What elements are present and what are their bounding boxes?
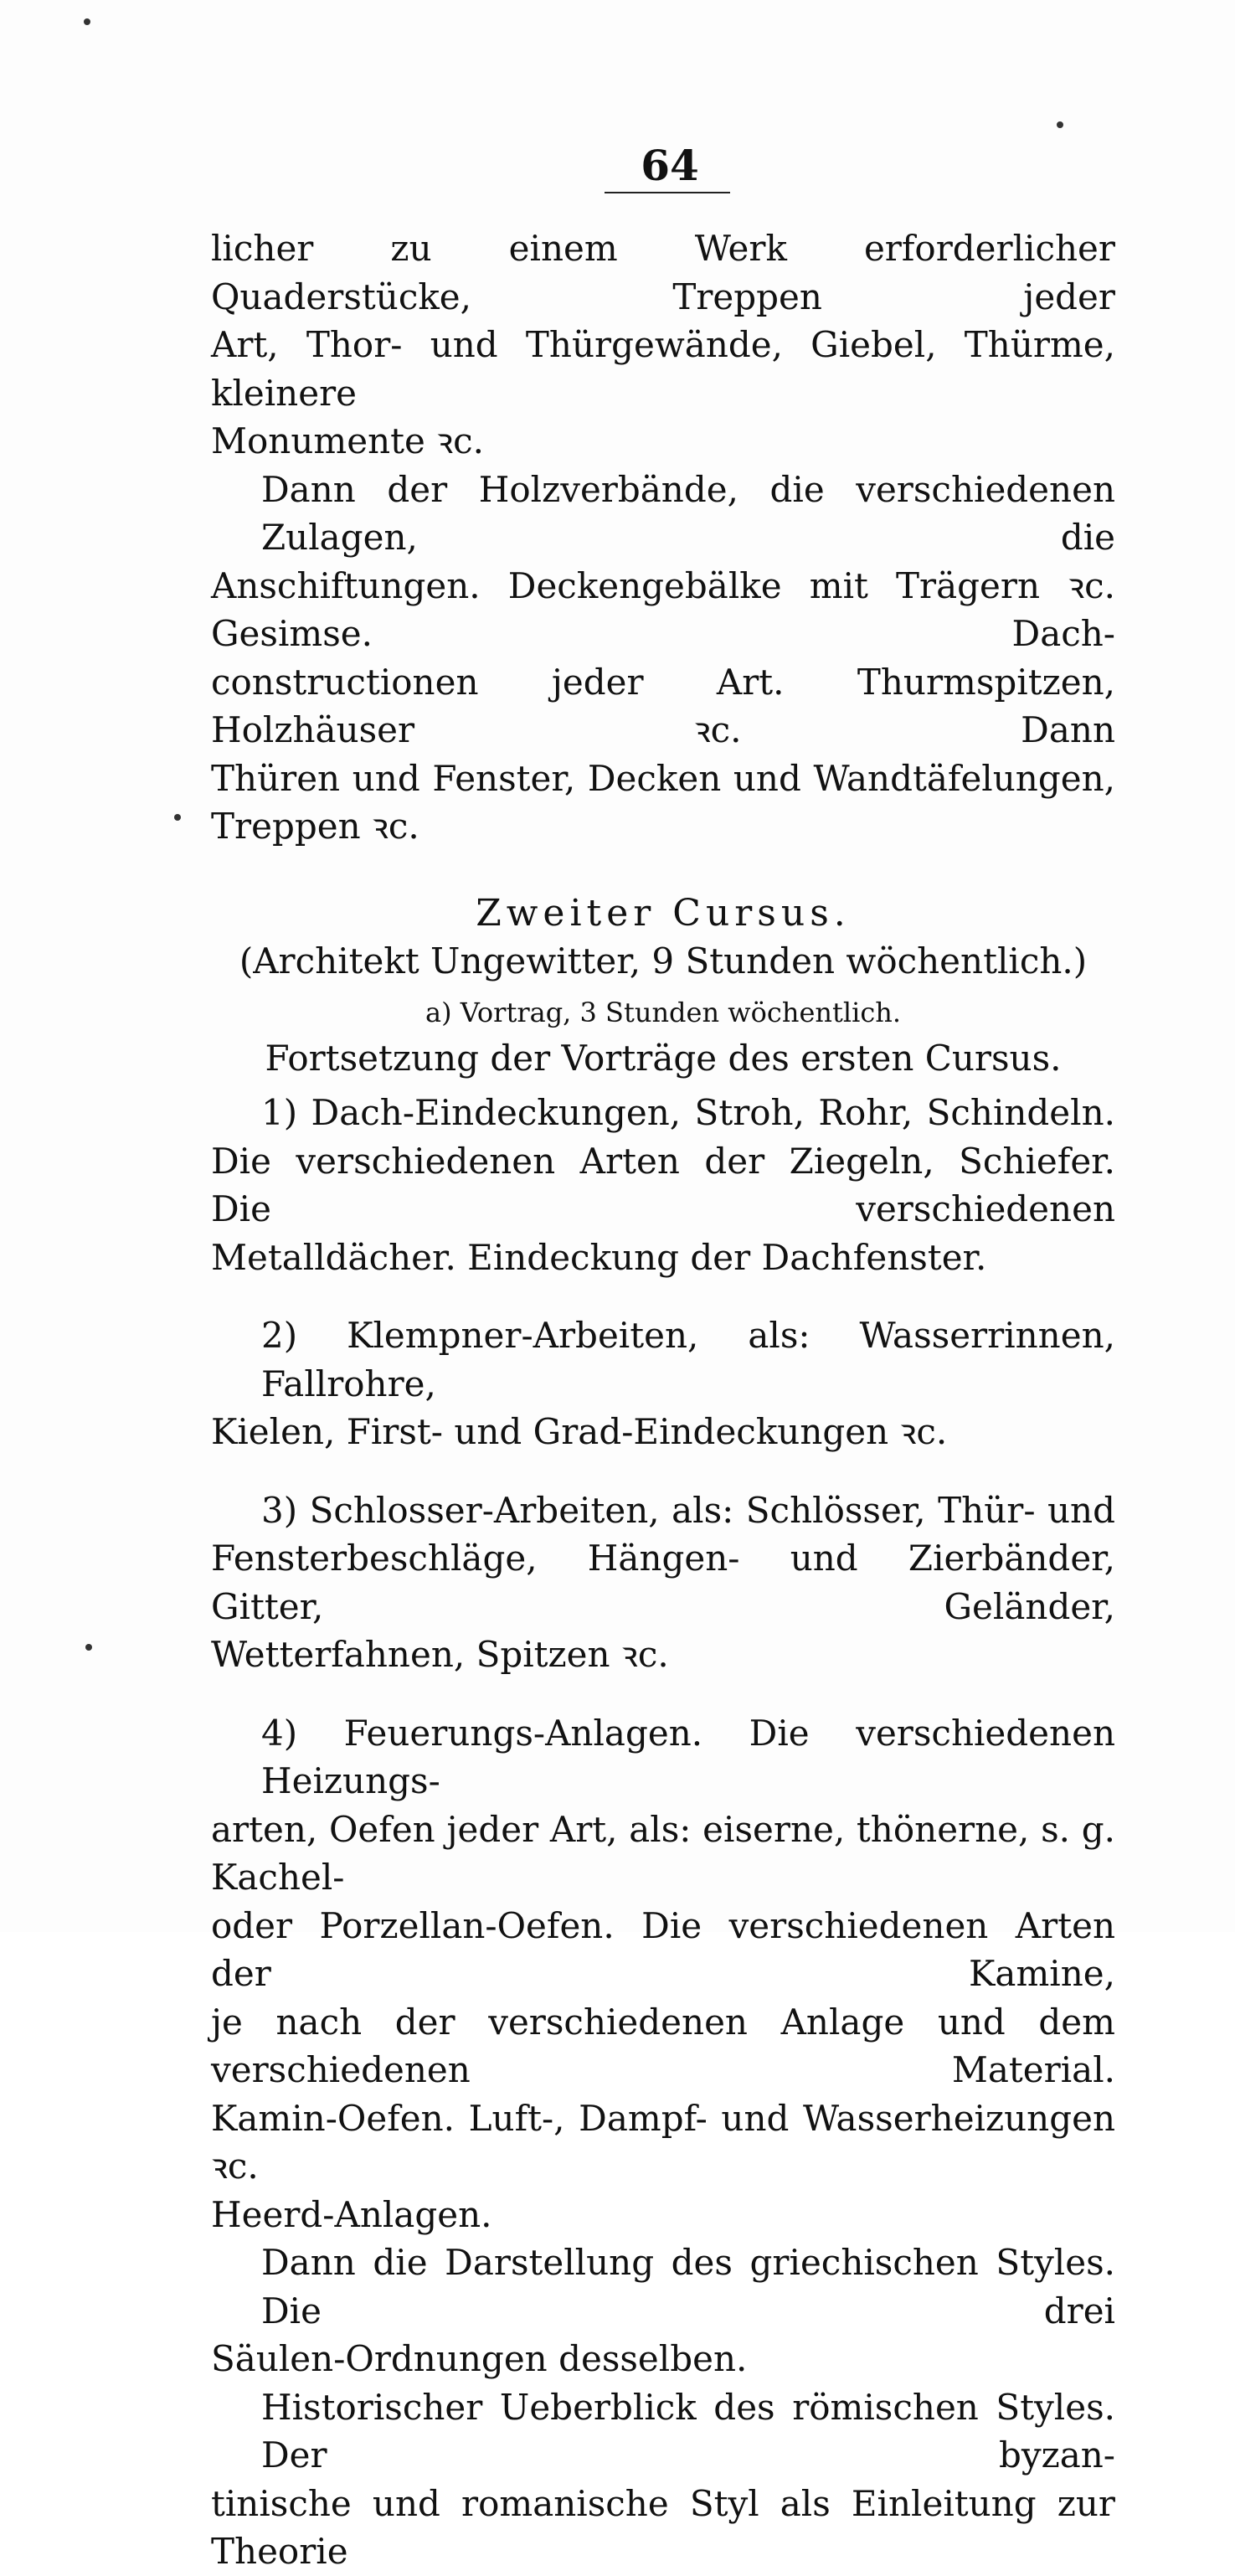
text-line: Wetterfahnen, Spitzen ꝛc. [211, 1634, 669, 1675]
list-item [211, 1089, 1115, 1281]
section-continuation: Fortsetzung der Vorträge des ersten Cursus. [265, 1037, 1062, 1079]
text-line: oder Porzellan-Oefen. Die verschiedenen Arten der Kamine, [211, 1904, 1115, 1994]
speck-mark [174, 814, 181, 821]
text-line: Kielen, First- und Grad-Eindeckungen ꝛc. [211, 1411, 948, 1452]
speck-mark [84, 18, 90, 25]
text-line: Art, Thor- und Thürgewände, Giebel, Thürme, kleinere [211, 324, 1115, 414]
text-line: Monumente ꝛc. [211, 420, 484, 461]
text-line: arten, Oefen jeder Art, als: eiserne, thönerne, s. g. Kachel- [211, 1808, 1115, 1898]
header-rule [605, 192, 730, 193]
list-item [211, 1311, 1115, 1456]
paragraph [211, 466, 1115, 851]
text-line: Dann der Holzverbände, die verschiedenen Zulagen, die [261, 468, 1115, 558]
text-line: 3) Schlosser-Arbeiten, als: Schlösser, Thür- und [261, 1489, 1115, 1531]
section-title: Zweiter Cursus. [476, 891, 851, 935]
text-line: constructionen jeder Art. Thurmspitzen, Holzhäuser ꝛc. Dann [211, 661, 1115, 750]
text-line: Heerd-Anlagen. [211, 2193, 492, 2235]
text-line: Kamin-Oefen. Luft-, Dampf- und Wasserheizungen ꝛc. [211, 2097, 1115, 2187]
list-item [211, 1486, 1115, 1679]
paragraph [211, 224, 1115, 466]
text-line: je nach der verschiedenen Anlage und dem verschiedenen Material. [211, 2001, 1115, 2090]
text-line: Metalldächer. Eindeckung der Dachfenster. [211, 1236, 987, 1278]
paragraph [211, 2239, 1115, 2383]
text-line: Historischer Ueberblick des römischen Styles. Der byzan- [261, 2386, 1115, 2476]
paragraph [211, 2383, 1115, 2576]
text-line: 2) Klempner-Arbeiten, als: Wasserrinnen, Fallrohre, [261, 1315, 1115, 1404]
section-subtitle: (Architekt Ungewitter, 9 Stunden wöchentlich.) [239, 940, 1088, 981]
page-number: 64 [641, 141, 699, 190]
text-line: Anschiftungen. Deckengebälke mit Trägern ꝛc. Gesimse. Dach- [211, 564, 1115, 654]
section-part-heading: a) Vortrag, 3 Stunden wöchentlich. [425, 996, 902, 1028]
text-line: 1) Dach-Eindeckungen, Stroh, Rohr, Schindeln. [261, 1092, 1115, 1133]
text-line: Die verschiedenen Arten der Ziegeln, Schiefer. Die verschiedenen [211, 1140, 1115, 1229]
spacer [211, 1679, 1115, 1709]
text-line: Thüren und Fenster, Decken und Wandtäfelungen, Treppen ꝛc. [211, 757, 1115, 847]
speck-mark [85, 1644, 92, 1651]
text-line: licher zu einem Werk erforderlicher Quaderstücke, Treppen jeder [211, 228, 1115, 317]
spacer [211, 851, 1115, 889]
list-item [211, 1709, 1115, 2239]
text-line: Säulen-Ordnungen desselben. [211, 2338, 748, 2379]
text-line: tinische und romanische Styl als Einleitung zur Theorie [211, 2482, 1115, 2572]
text-line: Dann die Darstellung des griechischen Styles. Die drei [261, 2242, 1115, 2331]
speck-mark [1057, 121, 1063, 128]
body-text [211, 224, 1115, 2576]
text-line: Fensterbeschläge, Hängen- und Zierbänder, Gitter, Geländer, [211, 1538, 1115, 1627]
spacer [211, 1281, 1115, 1311]
spacer [211, 1456, 1115, 1486]
spacer [211, 1082, 1115, 1089]
text-line: 4) Feuerungs-Anlagen. Die verschiedenen Heizungs- [261, 1712, 1115, 1801]
